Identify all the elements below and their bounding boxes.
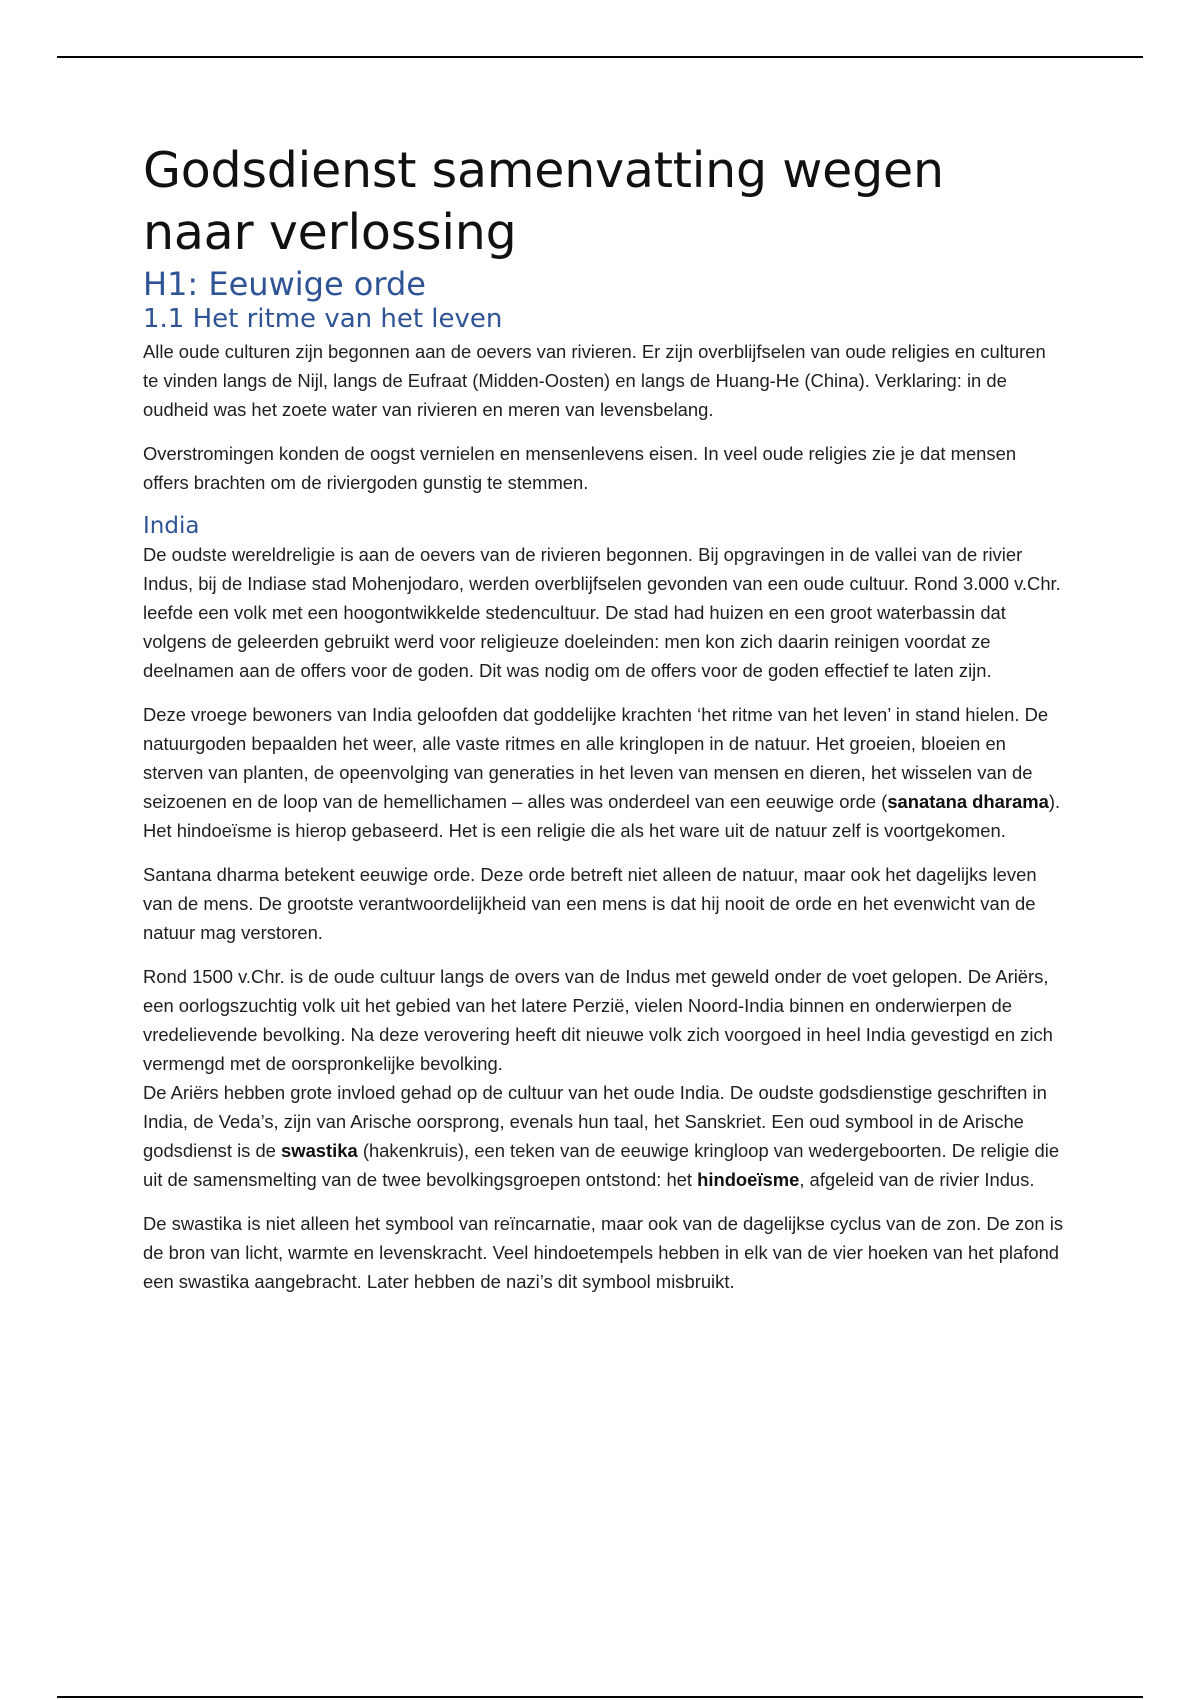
chapter-heading: H1: Eeuwige orde [143, 265, 426, 303]
intro-paragraph-2: Overstromingen konden de oogst vernielen en mensenlevens eisen. In veel oude religies zie je dat mensen offers brachten om de riviergoden gunstig te stemmen. [143, 443, 1017, 493]
document-body [143, 140, 1063, 1311]
document-title: Godsdienst samenvatting wegen naar verlossing [143, 142, 944, 261]
intro-paragraph-1: Alle oude culturen zijn begonnen aan de oevers van rivieren. Er zijn overblijfselen van oude religies en culturen te vinden langs de Nijl, langs de Eufraat (Midden-Oosten) en langs de Huang-He (China). Verklaring: in de oudheid was het zoete water van rivieren en meren van levensbelang. [143, 341, 1046, 420]
text-run: De Ariërs hebben grote invloed gehad op de cultuur van het oude India. De oudste godsdienstige geschriften in India, de Veda’s, zijn van Arische oorsprong, evenals hun taal, het Sanskriet. Een oud symbool in de Arische godsdienst is de [143, 1082, 1047, 1161]
text-run: Deze vroege bewoners van India geloofden dat goddelijke krachten ‘het ritme van het leven’ in stand hielen. De natuurgoden bepaalden het weer, alle vaste ritmes en alle kringlopen in de natuur. Het groeien, bloeien en sterven van planten, de opeenvolging van generaties in het leven van mensen en dieren, het wisselen van de seizoenen en de loop van de hemellichamen – alles was onderdeel van een eeuwige orde ( [143, 704, 1049, 812]
bold-term-sanatana-dharama: sanatana dharama [887, 791, 1049, 812]
bold-term-swastika: swastika [281, 1140, 358, 1161]
section-heading: 1.1 Het ritme van het leven [143, 304, 503, 334]
india-paragraph-1: De oudste wereldreligie is aan de oevers van de rivieren begonnen. Bij opgravingen in de vallei van de rivier Indus, bij de Indiase stad Mohenjodaro, werden overblijfselen gevonden van een oude cultuur. Rond 3.000 v.Chr. leefde een volk met een hoogontwikkelde stedencultuur. De stad had huizen en een groot waterbassin dat volgens de geleerden gebruikt werd voor religieuze doeleinden: men kon zich daarin reinigen voordat ze deelnamen aan de offers voor de goden. Dit was nodig om de offers voor de goden effectief te laten zijn. [143, 544, 1061, 681]
bold-term-hindoeisme: hindoeïsme [697, 1169, 800, 1190]
footer-rule [57, 1696, 1143, 1698]
text-run: , afgeleid van de rivier Indus. [799, 1169, 1035, 1190]
header-rule [57, 56, 1143, 58]
india-paragraph-5 [143, 1078, 1063, 1194]
text-run: ). Het hindoeïsme is hierop gebaseerd. Het is een religie die als het ware uit de natuur zelf is voortgekomen. [143, 791, 1061, 841]
india-paragraph-2 [143, 700, 1063, 845]
text-run: (hakenkruis), een teken van de eeuwige kringloop van wedergeboorten. De religie die uit de samensmelting van de twee bevolkingsgroepen ontstond: het [143, 1140, 1060, 1190]
india-paragraph-4: Rond 1500 v.Chr. is de oude cultuur langs de overs van de Indus met geweld onder de voet gelopen. De Ariërs, een oorlogszuchtig volk uit het gebied van het latere Perzië, vielen Noord-India binnen en onderwierpen de vredelievende bevolking. Na deze verovering heeft dit nieuwe volk zich voorgoed in heel India gevestigd en zich vermengd met de oorspronkelijke bevolking. [143, 966, 1053, 1074]
india-paragraph-3: Santana dharma betekent eeuwige orde. Deze orde betreft niet alleen de natuur, maar ook het dagelijks leven van de mens. De grootste verantwoordelijkheid van een mens is dat hij nooit de orde en het evenwicht van de natuur mag verstoren. [143, 864, 1037, 943]
india-paragraph-6: De swastika is niet alleen het symbool van reïncarnatie, maar ook van de dagelijkse cyclus van de zon. De zon is de bron van licht, warmte en levenskracht. Veel hindoetempels hebben in elk van de vier hoeken van het plafond een swastika aangebracht. Later hebben de nazi’s dit symbool misbruikt. [143, 1213, 1064, 1292]
subsection-heading-india: India [143, 513, 200, 539]
